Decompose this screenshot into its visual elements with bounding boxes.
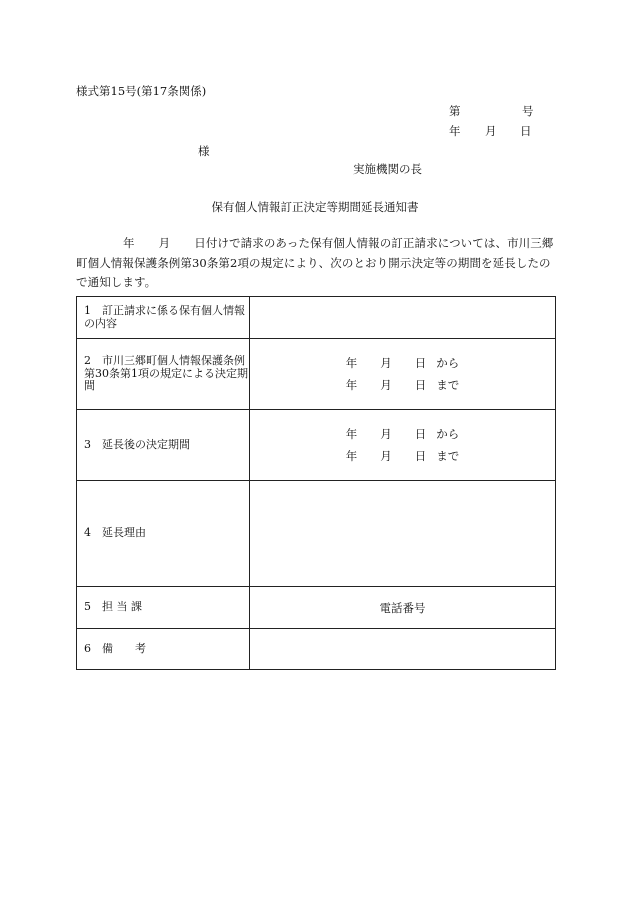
table-row [77,339,556,410]
document-number-suffix: 号 [522,104,534,118]
addressee-suffix: 様 [198,144,210,158]
row1-label: 1 訂正請求に係る保有個人情報の内容 [77,297,250,339]
row3-label: 3 延長後の決定期間 [77,410,250,481]
body-text: 日付けで請求のあった保有個人情報の訂正請求については、市川三郷町個人情報保護条例第30条第2項の規定により、次のとおり開示決定等の期間を延長したので通知します。 [76,236,554,289]
extended-period-to: 年 月 日 まで [345,449,460,463]
form-code: 様式第15号(第17条関係) [76,84,207,98]
document-number-prefix: 第 [449,104,461,118]
table-row [77,297,556,339]
row6-value[interactable] [250,629,556,670]
row1-value[interactable] [250,297,556,339]
date-day: 日 [520,124,532,138]
row6-label: 6 備 考 [77,629,250,670]
extension-form-table [76,296,556,670]
row2-value[interactable] [250,339,556,410]
table-row [77,587,556,629]
table-row [77,481,556,587]
table-row [77,629,556,670]
document-title: 保有個人情報訂正決定等期間延長通知書 [211,200,419,214]
row5-value[interactable] [250,587,556,629]
phone-number-label: 電話番号 [379,600,426,615]
row2-label: 2 市川三郷町個人情報保護条例第30条第1項の規定による決定期間 [77,339,250,410]
table-row [77,410,556,481]
extended-period-from: 年 月 日 から [345,427,460,441]
body-month: 月 [158,236,171,250]
date-year: 年 [449,124,461,138]
body-year: 年 [123,236,135,250]
row3-value[interactable] [250,410,556,481]
body-paragraph [76,234,556,293]
row5-label: 5 担 当 課 [77,587,250,629]
row4-value[interactable] [250,481,556,587]
decision-period-to: 年 月 日 まで [345,378,460,392]
sender-title: 実施機関の長 [353,162,422,176]
date-month: 月 [485,124,497,138]
row4-label: 4 延長理由 [77,481,250,587]
decision-period-from: 年 月 日 から [345,356,460,370]
